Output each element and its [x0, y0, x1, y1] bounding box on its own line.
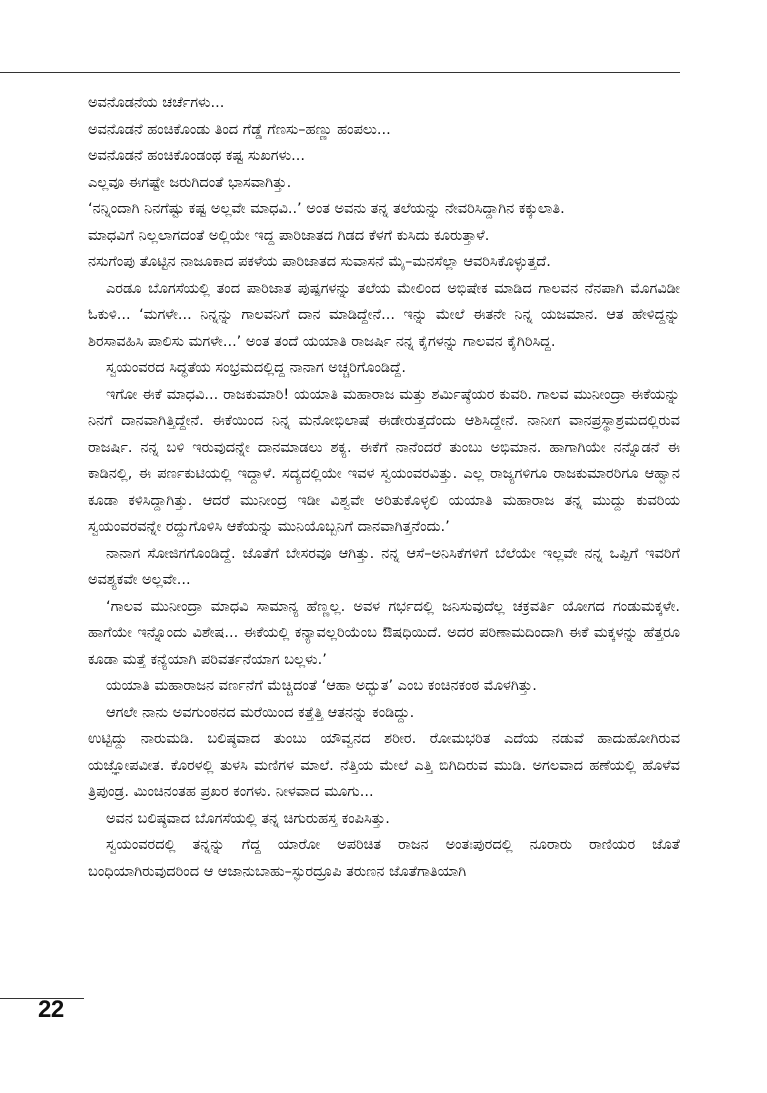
page-number: 22 [38, 996, 64, 1023]
paragraph: ಆಗಲೇ ನಾನು ಅವಗುಂಠನದ ಮರೆಯಿಂದ ಕತ್ತೆತ್ತಿ ಆತನನ್ನು ಕಂಡಿದ್ದು. [106, 704, 415, 721]
top-divider [0, 72, 680, 73]
paragraph: ಯಯಾತಿ ಮಹಾರಾಜನ ವರ್ಣನೆಗೆ ಮೆಚ್ಚಿದಂತೆ ‘ಆಹಾ ಅದ್ಭುತ’ ಎಂಬ ಕಂಚಿನಕಂಠ ಮೊಳಗಿತ್ತು. [106, 678, 537, 694]
paragraph: ಸ್ವಯಂವರದಲ್ಲಿ ತನ್ನನ್ನು ಗೆದ್ದ ಯಾರೋ ಅಪರಿಚಿತ ರಾಜನ ಅಂತಃಪುರದಲ್ಲಿ ನೂರಾರು ರಾಣಿಯರ ಜೊತೆ ಬಂಧಿಯಾಗಿರುವುದರಿಂದ ಆ ಆಜಾನುಬಾಹು–ಸ್ಫುರದ್ರೂಪಿ ತರುಣನ ಜೊತೆಗಾತಿಯಾಗಿ [88, 837, 680, 880]
paragraph: ಸ್ವಯಂವರದ ಸಿದ್ಧತೆಯ ಸಂಭ್ರಮದಲ್ಲಿದ್ದ ನಾನಾಗ ಅಚ್ಚರಿಗೊಂಡಿದ್ದೆ. [106, 360, 406, 376]
paragraph: ಎಲ್ಲವೂ ಈಗಷ್ಟೇ ಜರುಗಿದಂತೆ ಭಾಸವಾಗಿತ್ತು. [88, 174, 292, 191]
paragraph: ಮಾಧವಿಗೆ ನಿಲ್ಲಲಾಗದಂತೆ ಅಲ್ಲಿಯೇ ಇದ್ದ ಪಾರಿಜಾತದ ಗಿಡದ ಕೆಳಗೆ ಕುಸಿದು ಕೂರುತ್ತಾಳೆ. [88, 227, 490, 244]
paragraph: ನಸುಗೆಂಪು ತೊಟ್ಟಿನ ನಾಜೂಕಾದ ಪಕಳೆಯ ಪಾರಿಜಾತದ ಸುವಾಸನೆ ಮೈ–ಮನಸೆಲ್ಲಾ ಆವರಿಸಿಕೊಳ್ಳುತ್ತದೆ. [88, 254, 551, 270]
paragraph: ‘ನನ್ನಿಂದಾಗಿ ನಿನಗೆಷ್ಟು ಕಷ್ಟ ಅಲ್ಲವೇ ಮಾಧವಿ..’ ಅಂತ ಅವನು ತನ್ನ ತಲೆಯನ್ನು ನೇವರಿಸಿದ್ದಾಗಿನ ಕಕ್ಕುಲಾತಿ. [88, 201, 565, 217]
paragraph: ನಾನಾಗ ಸೋಜಿಗಗೊಂಡಿದ್ದೆ. ಜೊತೆಗೆ ಬೇಸರವೂ ಆಗಿತ್ತು. ನನ್ನ ಆಸೆ–ಅನಿಸಿಕೆಗಳಿಗೆ ಬೆಲೆಯೇ ಇಲ್ಲವೇ ನನ್ನ ಒಪ್ಪಿಗೆ ಇವರಿಗೆ ಅವಶ್ಯಕವೇ ಅಲ್ಲವೇ... [88, 545, 680, 588]
paragraph: ‘ಗಾಲವ ಮುನೀಂದ್ರಾ ಮಾಧವಿ ಸಾಮಾನ್ಯ ಹೆಣ್ಣಲ್ಲ. ಅವಳ ಗರ್ಭದಲ್ಲಿ ಜನಿಸುವುದೆಲ್ಲ ಚಕ್ರವರ್ತಿ ಯೋಗದ ಗಂಡುಮಕ್ಕಳೇ. ಹಾಗೆಯೇ ಇನ್ನೊಂದು ವಿಶೇಷ... ಈಕೆಯಲ್ಲಿ ಕನ್ಯಾವಲ್ಲರಿಯೆಂಬ ಔಷಧಿಯಿದೆ. ಅದರ ಪರಿಣಾಮದಿಂದಾಗಿ ಈಕೆ ಮಕ್ಕಳನ್ನು ಹೆತ್ತರೂ ಕೂಡಾ ಮತ್ತೆ ಕನ್ಯೆಯಾಗಿ ಪರಿವರ್ತನೆಯಾಗ ಬಲ್ಲಳು.’ [88, 598, 680, 668]
paragraph: ಉಟ್ಟಿದ್ದು ನಾರುಮಡಿ. ಬಲಿಷ್ಠವಾದ ತುಂಬು ಯೌವ್ವನದ ಶರೀರ. ರೋಮಭರಿತ ಎದೆಯ ನಡುವೆ ಹಾದುಹೋಗಿರುವ ಯಜ್ಞೋಪವೀತ. ಕೊರಳಲ್ಲಿ ತುಳಸಿ ಮಣಿಗಳ ಮಾಲೆ. ನೆತ್ತಿಯ ಮೇಲೆ ಎತ್ತಿ ಬಿಗಿದಿರುವ ಮುಡಿ. ಅಗಲವಾದ ಹಣೆಯಲ್ಲಿ ಹೊಳೆವ ತ್ರಿಪುಂಡ್ರ. ಮಿಂಚಿನಂತಹ ಪ್ರಖರ ಕಂಗಳು. ನೀಳವಾದ ಮೂಗು... [88, 731, 680, 800]
paragraph: ಅವನೊಡನೆ ಹಂಚಿಕೊಂಡು ತಿಂದ ಗೆಡ್ಡೆ ಗೆಣಸು–ಹಣ್ಣು ಹಂಪಲು... [88, 121, 391, 138]
page-body [88, 90, 680, 885]
paragraph: ಅವನೊಡನೆಯ ಚರ್ಚೆಗಳು... [88, 95, 225, 111]
paragraph: ಎರಡೂ ಬೊಗಸೆಯಲ್ಲಿ ತಂದ ಪಾರಿಜಾತ ಪುಷ್ಪಗಳನ್ನು ತಲೆಯ ಮೇಲಿಂದ ಅಭಿಷೇಕ ಮಾಡಿದ ಗಾಲವನ ನೆನಪಾಗಿ ಮೊಗವಿಡೀ ಓಕುಳಿ... ‘ಮಗಳೇ... ನಿನ್ನನ್ನು ಗಾಲವನಿಗೆ ದಾನ ಮಾಡಿದ್ದೇನೆ... ಇನ್ನು ಮೇಲೆ ಈತನೇ ನಿನ್ನ ಯಜಮಾನ. ಆತ ಹೇಳಿದ್ದನ್ನು ಶಿರಸಾವಹಿಸಿ ಪಾಲಿಸು ಮಗಳೇ...’ ಅಂತ ತಂದೆ ಯಯಾತಿ ರಾಜರ್ಷಿ ನನ್ನ ಕೈಗಳನ್ನು ಗಾಲವನ ಕೈಗಿರಿಸಿದ್ದ. [88, 280, 680, 350]
paragraph: ಅವನ ಬಲಿಷ್ಠವಾದ ಬೊಗಸೆಯಲ್ಲಿ ತನ್ನ ಚಿಗುರುಹಸ್ತ ಕಂಪಿಸಿತ್ತು. [106, 810, 390, 827]
paragraph: ಅವನೊಡನೆ ಹಂಚಿಕೊಂಡಂಥ ಕಷ್ಟ ಸುಖಗಳು... [88, 148, 305, 164]
paragraph: ಇಗೋ ಈಕೆ ಮಾಧವಿ... ರಾಜಕುಮಾರಿ! ಯಯಾತಿ ಮಹಾರಾಜ ಮತ್ತು ಶರ್ಮಿಷ್ಠೆಯರ ಕುವರಿ. ಗಾಲವ ಮುನೀಂದ್ರಾ ಈಕೆಯನ್ನು ನಿನಗೆ ದಾನವಾಗಿತ್ತಿದ್ದೇನೆ. ಈಕೆಯಿಂದ ನಿನ್ನ ಮನೋಭಿಲಾಷೆ ಈಡೇರುತ್ತದೆಂದು ಆಶಿಸಿದ್ದೇನೆ. ನಾನೀಗ ವಾನಪ್ರಸ್ಥಾಶ್ರಮದಲ್ಲಿರುವ ರಾಜರ್ಷಿ. ನನ್ನ ಬಳಿ ಇರುವುದನ್ನೇ ದಾನಮಾಡಲು ಶಕ್ಯ. ಈಕೆಗೆ ನಾನೆಂದರೆ ತುಂಬು ಅಭಿಮಾನ. ಹಾಗಾಗಿಯೇ ನನ್ನೊಡನೆ ಈ ಕಾಡಿನಲ್ಲಿ, ಈ ಪರ್ಣಕುಟಿಯಲ್ಲಿ ಇದ್ದಾಳೆ. ಸದ್ಯದಲ್ಲಿಯೇ ಇವಳ ಸ್ವಯಂವರವಿತ್ತು. ಎಲ್ಲ ರಾಜ್ಯಗಳಿಗೂ ರಾಜಕುಮಾರರಿಗೂ ಆಹ್ವಾನ ಕೂಡಾ ಕಳಿಸಿದ್ದಾಗಿತ್ತು. ಆದರೆ ಮುನೀಂದ್ರ ಇಡೀ ವಿಶ್ವವೇ ಅರಿತುಕೊಳ್ಳಲಿ ಯಯಾತಿ ಮಹಾರಾಜ ತನ್ನ ಮುದ್ದು ಕುವರಿಯ ಸ್ವಯಂವರವನ್ನೇ ರದ್ದುಗೊಳಿಸಿ ಆಕೆಯನ್ನು ಮುನಿಯೊಬ್ಬನಿಗೆ ದಾನವಾಗಿತ್ತನೆಂದು.’ [88, 386, 680, 535]
